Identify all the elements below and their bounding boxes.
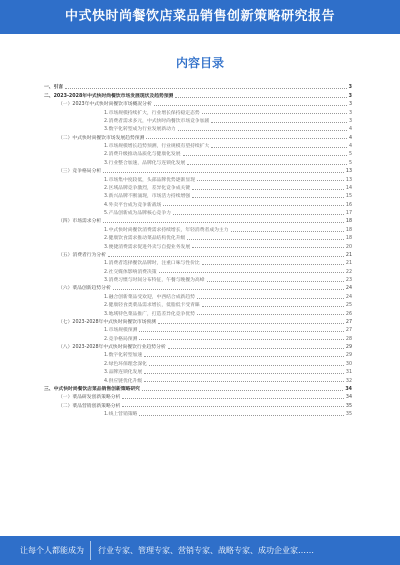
toc-entry-page: 24 [345, 286, 352, 292]
toc-entry[interactable] [44, 233, 352, 241]
toc-entry[interactable] [44, 250, 352, 258]
toc-leader-dots [173, 213, 344, 215]
toc-entry[interactable] [44, 174, 352, 182]
toc-leader-dots [192, 246, 344, 248]
footer-banner [0, 536, 400, 565]
toc-entry-text: （一）菜品研发创新策略分析 [58, 395, 121, 401]
toc-entry[interactable] [44, 224, 352, 232]
toc-entry-page: 4 [348, 135, 352, 141]
toc-entry[interactable] [44, 183, 352, 191]
toc-entry[interactable] [44, 149, 352, 157]
toc-entry[interactable] [44, 266, 352, 274]
toc-entry-text: 3.新兴品牌不断涌现，市场活力持续增强 [104, 194, 191, 200]
toc-entry-text: 2.健康轻食类菜品需求增长，低脂低卡受青睐 [104, 303, 200, 309]
toc-entry[interactable] [44, 275, 352, 283]
footer-tagline: 行业专家、管理专家、营销专家、战略专家、成功企业家…… [98, 546, 314, 555]
toc-leader-dots [192, 188, 344, 190]
toc-entry-page: 31 [345, 370, 352, 376]
toc-entry-text: 1.市场规模增长趋势预测，行业规模有望持续扩大 [104, 144, 210, 149]
toc-leader-dots [187, 238, 344, 240]
toc-entry-page: 29 [345, 353, 352, 359]
toc-entry-text: 3.数字化转型成为行业发展新动力 [104, 127, 176, 133]
toc-entry[interactable] [44, 375, 352, 383]
toc-leader-dots [178, 129, 347, 131]
toc-leader-dots [122, 397, 344, 399]
toc-entry-text: 1.市场集中度较低，头部品牌优势逐渐显现 [104, 177, 195, 183]
toc-leader-dots [207, 280, 344, 282]
toc-entry-page: 24 [345, 294, 352, 300]
toc-entry-page: 5 [348, 160, 352, 166]
toc-leader-dots [139, 330, 344, 332]
toc-entry[interactable] [44, 166, 352, 174]
toc-leader-dots [202, 263, 344, 265]
toc-entry[interactable] [44, 300, 352, 308]
toc-leader-dots [231, 230, 344, 232]
toc-leader-dots [192, 196, 344, 198]
toc-entry[interactable] [44, 325, 352, 333]
toc-entry-text: 2.竞争格局预测 [104, 336, 138, 342]
toc-entry-text: 1.线上营销策略 [104, 412, 138, 417]
toc-leader-dots [146, 137, 347, 139]
toc-entry-page: 34 [345, 386, 352, 392]
toc-entry-text: 1.市场规模预测 [104, 328, 138, 334]
toc-entry[interactable] [44, 107, 352, 115]
toc-entry[interactable] [44, 157, 352, 165]
toc-entry-text: 1.中式快时尚餐饮消费需求持续增长，年轻消费者成为主力 [104, 227, 229, 233]
toc-entry-page: 22 [345, 269, 352, 275]
toc-leader-dots [144, 355, 344, 357]
toc-leader-dots [149, 364, 344, 366]
toc-leader-dots [197, 313, 344, 315]
toc-entry-page: 5 [348, 152, 352, 158]
footer-slogan: 让每个人都能成为 [20, 546, 84, 555]
toc-entry-text: 3.便捷消费需求促进外卖与自提业务发展 [104, 244, 191, 250]
toc-entry-page: 17 [345, 211, 352, 216]
toc-entry[interactable] [44, 216, 352, 224]
toc-leader-dots [197, 179, 344, 181]
toc-entry-text: 4.供应链优化升级 [104, 378, 143, 384]
toc-entry-page: 3 [348, 102, 352, 108]
toc-entry-text: 3.地域特色菜品推广，打造差异化竞争优势 [104, 311, 195, 317]
toc-leader-dots [168, 347, 344, 349]
toc-leader-dots [175, 96, 346, 98]
toc-entry-page: 25 [345, 303, 352, 309]
toc-leader-dots [154, 104, 347, 106]
toc-leader-dots [103, 171, 344, 173]
toc-entry-text: （六）菜品创新趋势分析 [58, 286, 111, 292]
toc-entry-page: 29 [345, 345, 352, 350]
toc-leader-dots [183, 154, 347, 156]
toc-entry[interactable] [44, 199, 352, 207]
toc-leader-dots [108, 255, 344, 257]
toc-entry-page: 13 [345, 169, 352, 175]
toc-leader-dots [163, 204, 344, 206]
toc-leader-dots [65, 87, 346, 89]
toc-entry-text: 3.品牌连锁化发展 [104, 370, 143, 376]
toc-entry-page: 4 [348, 127, 352, 133]
toc-entry-page: 3 [348, 118, 352, 124]
toc-leader-dots [197, 297, 344, 299]
toc-entry-page: 3 [348, 93, 352, 99]
toc-leader-dots [158, 322, 344, 324]
toc-entry-text: （八）2023-2028年中式快时尚餐饮行业趋势分析 [58, 345, 166, 350]
toc-entry-page: 18 [345, 236, 352, 242]
toc-entry-text: （二）中式快时尚餐饮市场发展趋势预测 [58, 135, 145, 141]
footer-divider [90, 541, 91, 560]
toc-entry-text: 2.消费者需求多元，中式快时尚餐饮市场竞争加剧 [104, 118, 210, 124]
toc-entry-page: 34 [345, 395, 352, 401]
toc-entry-page: 16 [345, 202, 352, 208]
toc-entry[interactable] [44, 367, 352, 375]
toc-entry-page: 35 [345, 403, 352, 409]
toc-entry[interactable] [44, 384, 352, 392]
toc-leader-dots [211, 146, 347, 148]
toc-entry-page: 3 [348, 110, 352, 116]
toc-entry-text: （七）2023-2028年中式快时尚餐饮市场预测 [58, 319, 157, 325]
toc-entry[interactable] [44, 90, 352, 98]
toc-entry[interactable] [44, 283, 352, 291]
toc-leader-dots [202, 112, 347, 114]
toc-title: 内容目录 [175, 56, 224, 70]
toc-entry-page: 21 [345, 252, 352, 258]
toc-entry-text: 2.健康饮食需求推动菜品结构优化升级 [104, 236, 186, 242]
toc-entry-text: 3.消费习惯与时间分布特征，午餐与晚餐为高峰 [104, 278, 205, 283]
toc-leader-dots [122, 405, 344, 407]
toc-entry[interactable] [44, 208, 352, 216]
toc-entry[interactable] [44, 82, 352, 90]
toc-entry[interactable] [44, 291, 352, 299]
toc-entry-page: 3 [348, 85, 352, 91]
toc-entry[interactable] [44, 392, 352, 400]
toc-entry-text: 二、2023-2028年中式快时尚餐饮市场发展现状及趋势预测 [44, 93, 174, 99]
toc-entry-text: 5.产品创新成为品牌核心竞争力 [104, 211, 171, 216]
toc-entry[interactable] [44, 132, 352, 140]
toc-leader-dots [211, 121, 347, 123]
toc-entry-page: 32 [345, 378, 352, 384]
toc-leader-dots [202, 305, 344, 307]
toc-entry[interactable] [44, 358, 352, 366]
toc-entry[interactable] [44, 333, 352, 341]
toc-entry-page: 15 [345, 194, 352, 200]
toc-entry-text: 1.数字化转型加速 [104, 353, 143, 359]
toc-leader-dots [139, 338, 344, 340]
toc-leader-dots [113, 288, 344, 290]
toc-entry[interactable] [44, 191, 352, 199]
toc-entry-text: 1.市场规模持续扩大，行业增长保持稳定态势 [104, 110, 200, 116]
toc-entry[interactable] [44, 400, 352, 408]
toc-entry[interactable] [44, 342, 352, 350]
toc-entry[interactable] [44, 308, 352, 316]
toc-entry-page: 14 [345, 185, 352, 191]
toc-entry-page: 20 [345, 244, 352, 250]
toc-leader-dots [187, 163, 347, 165]
toc-leader-dots [142, 389, 343, 391]
toc-entry-text: 2.消费升级推动品质化与健康化发展 [104, 152, 181, 158]
toc-leader-dots [144, 380, 344, 382]
toc-entry[interactable] [44, 124, 352, 132]
toc-entry-text: 4.外卖平台成为竞争新战场 [104, 202, 162, 208]
toc-leader-dots [159, 271, 344, 273]
toc-entry[interactable] [44, 116, 352, 124]
toc-entry-text: （五）消费者行为分析 [58, 252, 106, 258]
toc-entry-page: 26 [345, 311, 352, 317]
toc-entry-page: 27 [345, 319, 352, 325]
toc-leader-dots [144, 372, 344, 374]
toc-entry-text: 3.行业整合加速，品牌化与连锁化发展 [104, 160, 186, 166]
toc-entry-text: 1.融合创新菜品受欢迎，中西结合成新趋势 [104, 294, 195, 300]
toc-entry-text: （四）市场需求分析 [58, 219, 102, 225]
toc-entry-page: 18 [345, 219, 352, 225]
table-of-contents [44, 82, 352, 417]
toc-entry[interactable] [44, 99, 352, 107]
toc-entry-text: 一、引言 [44, 85, 64, 91]
toc-leader-dots [139, 414, 344, 416]
toc-entry-page: 18 [345, 227, 352, 233]
toc-entry[interactable] [44, 350, 352, 358]
toc-entry-page: 27 [345, 328, 352, 334]
toc-entry-text: 1.消费者选择餐饮品牌时，注重口味与性价比 [104, 261, 200, 267]
toc-entry[interactable] [44, 241, 352, 249]
toc-entry-page: 21 [345, 261, 352, 267]
toc-entry-page: 4 [348, 144, 352, 149]
toc-entry-page: 28 [345, 336, 352, 342]
report-header [0, 0, 400, 34]
toc-entry[interactable] [44, 141, 352, 149]
toc-entry-text: （一）2023年中式快时尚餐饮市场概况分析 [58, 102, 152, 108]
toc-entry-text: 2.社交媒体影响消费决策 [104, 269, 157, 275]
toc-entry-text: （二）菜品营销创新策略分析 [58, 403, 121, 409]
toc-entry-page: 23 [345, 278, 352, 283]
toc-entry-text: 2.区域品牌竞争激烈，差异化竞争成关键 [104, 185, 191, 191]
toc-entry[interactable] [44, 409, 352, 417]
toc-entry-page: 35 [345, 412, 352, 417]
toc-leader-dots [103, 221, 344, 223]
toc-entry-page: 30 [345, 361, 352, 367]
toc-entry[interactable] [44, 317, 352, 325]
toc-entry-text: 三、中式快时尚餐饮店菜品销售创新策略研究 [44, 386, 140, 392]
toc-entry-page: 13 [345, 177, 352, 183]
toc-entry-text: （三）竞争格局分析 [58, 169, 102, 175]
report-title: 中式快时尚餐饮店菜品销售创新策略研究报告 [64, 9, 335, 24]
toc-entry-text: 2.绿色环保理念深化 [104, 361, 147, 367]
toc-entry[interactable] [44, 258, 352, 266]
